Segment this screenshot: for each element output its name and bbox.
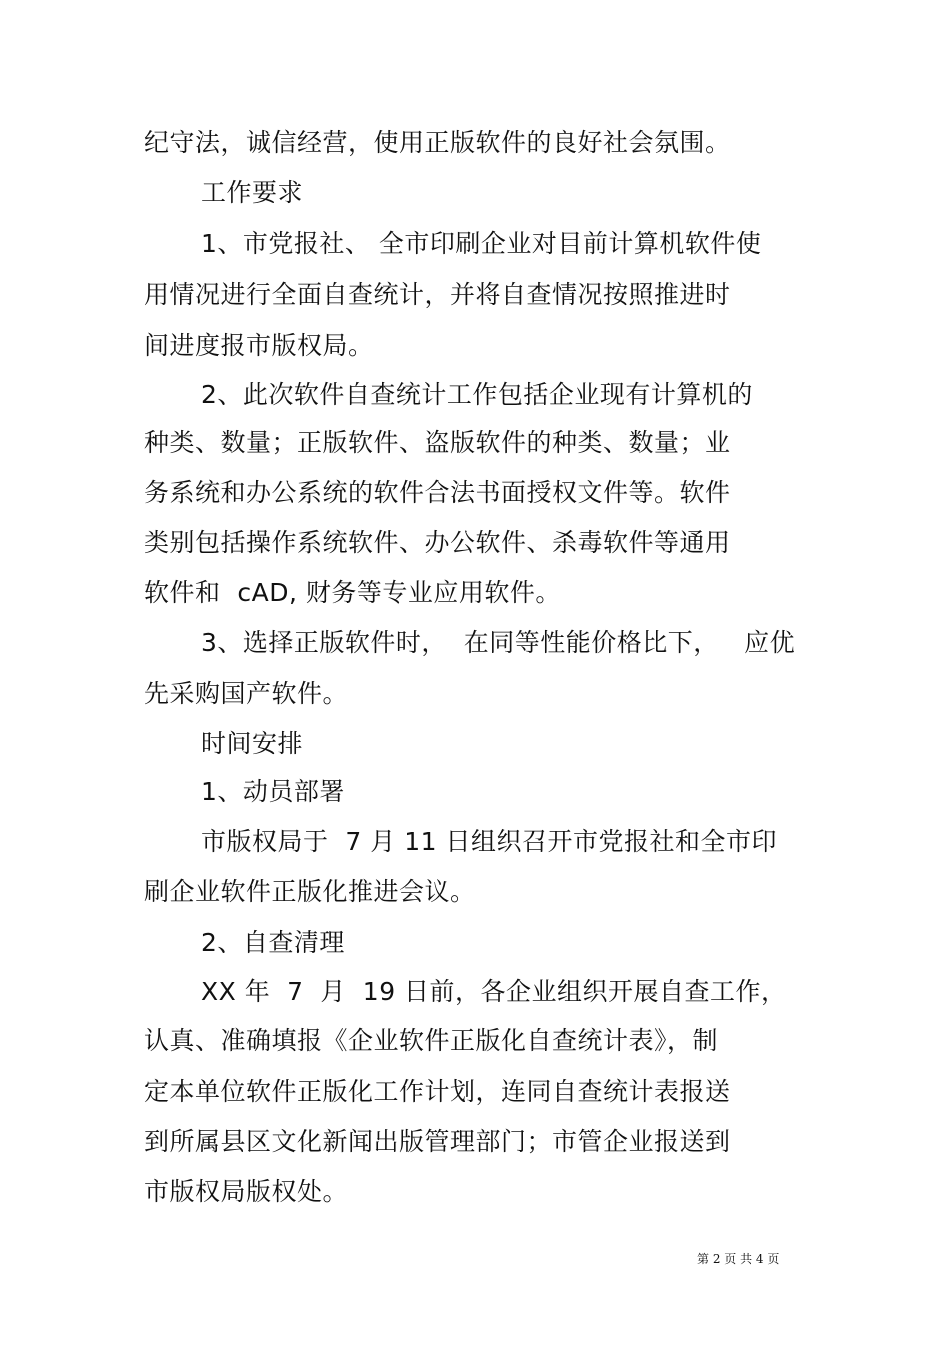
text-line: 市版权局于 7 月 11 日组织召开市党报社和全市印	[201, 827, 777, 856]
section-heading-schedule: 时间安排	[201, 729, 304, 758]
text-line: 类别包括操作系统软件、办公软件、杀毒软件等通用	[144, 528, 731, 557]
text-line: 先采购国产软件。	[144, 679, 349, 708]
text-line: 软件和 cAD, 财务等专业应用软件。	[144, 578, 561, 607]
text-line: 市版权局版权处。	[144, 1177, 349, 1206]
text-line: 纪守法，诚信经营，使用正版软件的良好社会氛围。	[144, 128, 731, 157]
text-line: XX 年 7 月 19 日前，各企业组织开展自查工作，	[201, 977, 787, 1006]
text-line: 到所属县区文化新闻出版管理部门；市管企业报送到	[144, 1127, 731, 1156]
text-line: 刷企业软件正版化推进会议。	[144, 877, 476, 906]
text-line: 务系统和办公系统的软件合法书面授权文件等。软件	[144, 478, 731, 507]
text-line: 定本单位软件正版化工作计划，连同自查统计表报送	[144, 1077, 731, 1106]
text-line: 间进度报市版权局。	[144, 331, 374, 360]
section-heading-requirements: 工作要求	[201, 178, 304, 207]
subsection-heading: 2、自查清理	[201, 928, 345, 957]
text-line: 1、市党报社、 全市印刷企业对目前计算机软件使	[201, 229, 762, 258]
text-line: 3、选择正版软件时， 在同等性能价格比下， 应优	[201, 628, 796, 657]
text-line: 用情况进行全面自查统计，并将自查情况按照推进时	[144, 280, 731, 309]
subsection-heading: 1、动员部署	[201, 777, 345, 806]
text-line: 2、此次软件自查统计工作包括企业现有计算机的	[201, 380, 753, 409]
text-line: 种类、数量；正版软件、盗版软件的种类、数量；业	[144, 428, 731, 457]
text-line: 认真、准确填报《企业软件正版化自查统计表》，制	[144, 1026, 719, 1055]
page-number-footer: 第 2 页 共 4 页	[697, 1252, 780, 1266]
